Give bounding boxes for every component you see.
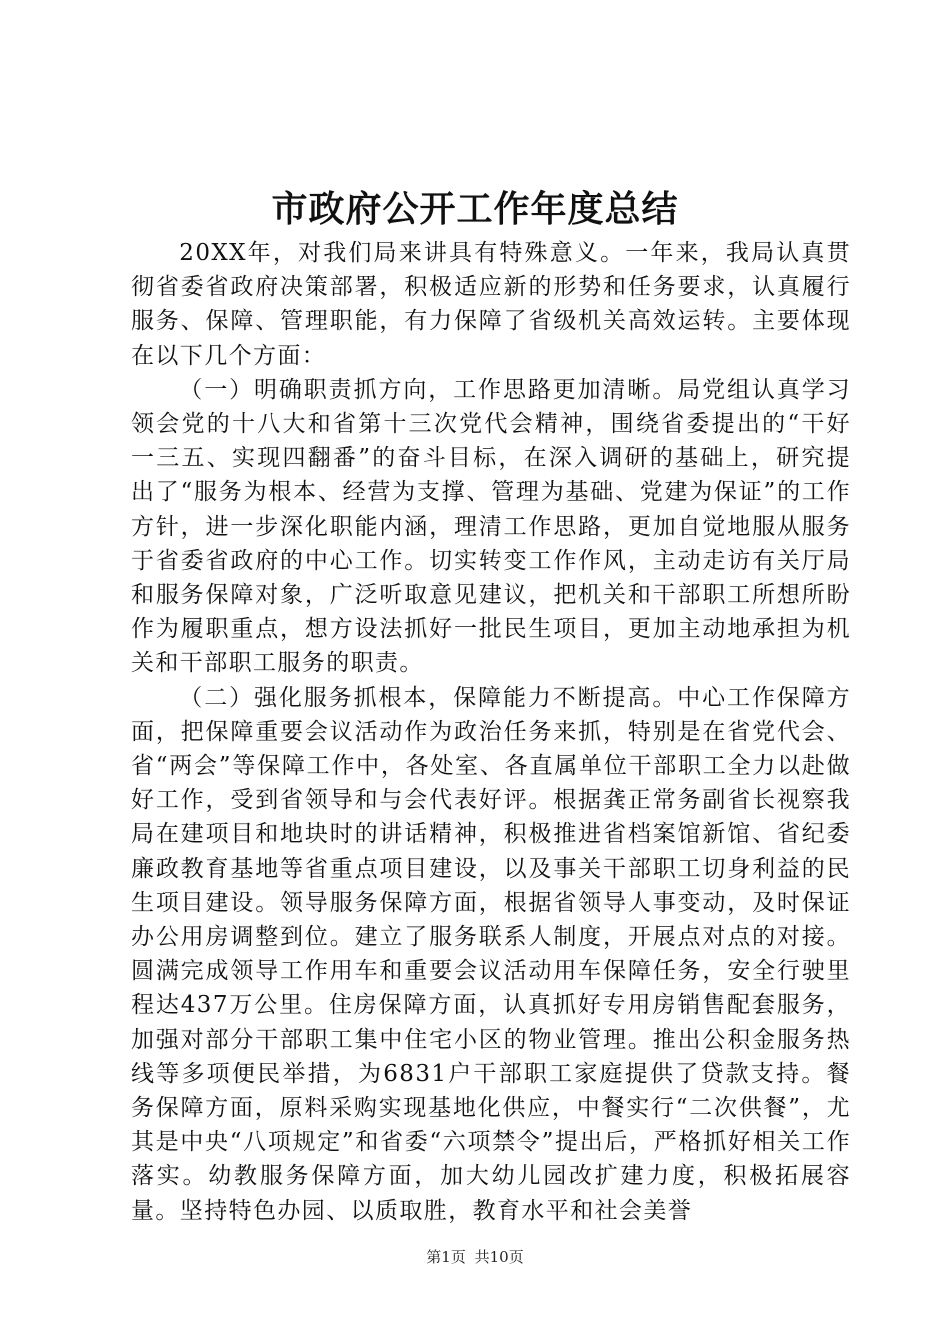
page-total: 共10页 [474, 1248, 524, 1266]
page-footer [0, 1246, 950, 1268]
paragraph-section-2: （二）强化服务抓根本，保障能力不断提高。中心工作保障方面，把保障重要会议活动作为政治任务来抓，特别是在省党代会、省“两会”等保障工作中，各处室、各直属单位干部职工全力以赴做好工作，受到省领导和与会代表好评。根据龚正常务副省长视察我局在建项目和地块时的讲话精神，积极推进省档案馆新馆、省纪委廉政教育基地等省重点项目建设，以及事关干部职工切身利益的民生项目建设。领导服务保障方面，根据省领导人事变动，及时保证办公用房调整到位。建立了服务联系人制度，开展点对点的对接。圆满完成领导工作用车和重要会议活动用车保障任务，安全行驶里程达437万公里。住房保障方面，认真抓好专用房销售配套服务，加强对部分干部职工集中住宅小区的物业管理。推出公积金服务热线等多项便民举措，为6831户干部职工家庭提供了贷款支持。餐务保障方面，原料采购实现基地化供应，中餐实行“二次供餐”，尤其是中央“八项规定”和省委“六项禁令”提出后，严格抓好相关工作落实。幼教服务保障方面，加大幼儿园改扩建力度，积极拓展容量。坚持特色办园、以质取胜，教育水平和社会美誉 [131, 684, 851, 1224]
paragraph-section-1: （一）明确职责抓方向，工作思路更加清晰。局党组认真学习领会党的十八大和省第十三次党代会精神，围绕省委提出的“干好一三五、实现四翻番”的奋斗目标，在深入调研的基础上，研究提出了“服务为根本、经营为支撑、管理为基础、党建为保证”的工作方针，进一步深化职能内涵，理清工作思路，更加自觉地服从服务于省委省政府的中心工作。切实转变工作作风，主动走访有关厅局和服务保障对象，广泛听取意见建议，把机关和干部职工所想所盼作为履职重点，想方设法抓好一批民生项目，更加主动地承担为机关和干部职工服务的职责。 [131, 376, 851, 677]
paragraph-intro: 20XX年，对我们局来讲具有特殊意义。一年来，我局认真贯彻省委省政府决策部署，积极适应新的形势和任务要求，认真履行服务、保障、管理职能，有力保障了省级机关高效运转。主要体现在以下几个方面： [131, 240, 851, 369]
document-body [131, 236, 851, 1228]
document-title: 市政府公开工作年度总结 [271, 188, 679, 230]
page-number: 第1页 [426, 1248, 466, 1266]
